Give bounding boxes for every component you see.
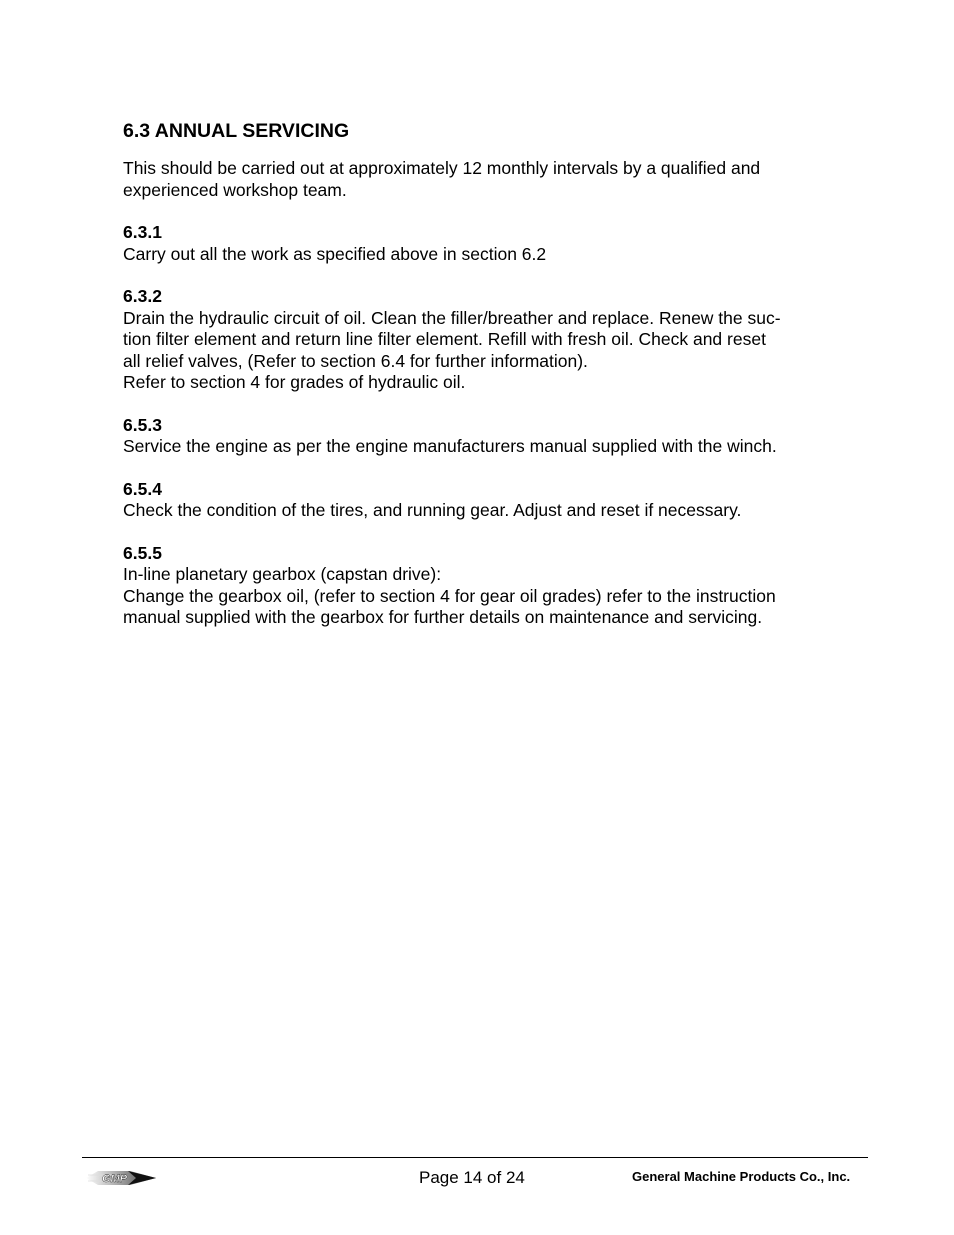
item-line: tion filter element and return line filter element. Refill with fresh oil. Check and reset (123, 329, 766, 349)
item-line: Service the engine as per the engine manufacturers manual supplied with the winch. (123, 436, 777, 456)
item-text (123, 244, 843, 266)
item-text (123, 500, 843, 522)
item-text (123, 308, 843, 394)
gmp-logo-icon (84, 1167, 158, 1189)
item-line: all relief valves, (Refer to section 6.4 for further information). (123, 350, 588, 371)
item-6-5-5 (123, 543, 843, 629)
intro-line: This should be carried out at approximately 12 monthly intervals by a qualified and (123, 158, 761, 178)
intro-line: experienced workshop team. (123, 179, 347, 200)
item-line: manual supplied with the gearbox for further details on maintenance and servicing. (123, 607, 763, 627)
item-line: Carry out all the work as specified above in section 6.2 (123, 243, 547, 264)
item-heading: 6.3.2 (123, 286, 162, 306)
gmp-logo-graphic (84, 1167, 158, 1189)
footer-divider (82, 1157, 868, 1158)
item-6-3-1 (123, 222, 843, 265)
item-line: Change the gearbox oil, (refer to section 4 for gear oil grades) refer to the instruction (123, 585, 776, 606)
item-line: Check the condition of the tires, and running gear. Adjust and reset if necessary. (123, 500, 742, 520)
item-text (123, 564, 843, 629)
item-6-3-2 (123, 286, 843, 394)
logo-text: GMP (102, 1173, 128, 1185)
page-number: Page 14 of 24 (419, 1168, 525, 1187)
item-line: Drain the hydraulic circuit of oil. Clean the filler/breather and replace. Renew the suc- (123, 307, 781, 328)
item-heading: 6.5.5 (123, 542, 162, 563)
item-6-5-4 (123, 479, 843, 522)
section-intro (123, 158, 843, 201)
item-heading: 6.5.4 (123, 478, 162, 499)
item-line: Refer to section 4 for grades of hydraulic oil. (123, 372, 466, 392)
company-name: General Machine Products Co., Inc. (632, 1169, 851, 1184)
item-heading: 6.5.3 (123, 414, 162, 435)
item-heading: 6.3.1 (123, 222, 162, 242)
item-6-5-3 (123, 415, 843, 458)
section-title: 6.3 ANNUAL SERVICING (123, 120, 350, 142)
item-text (123, 436, 843, 458)
item-line: In-line planetary gearbox (capstan drive): (123, 564, 442, 584)
document-body (123, 118, 843, 629)
